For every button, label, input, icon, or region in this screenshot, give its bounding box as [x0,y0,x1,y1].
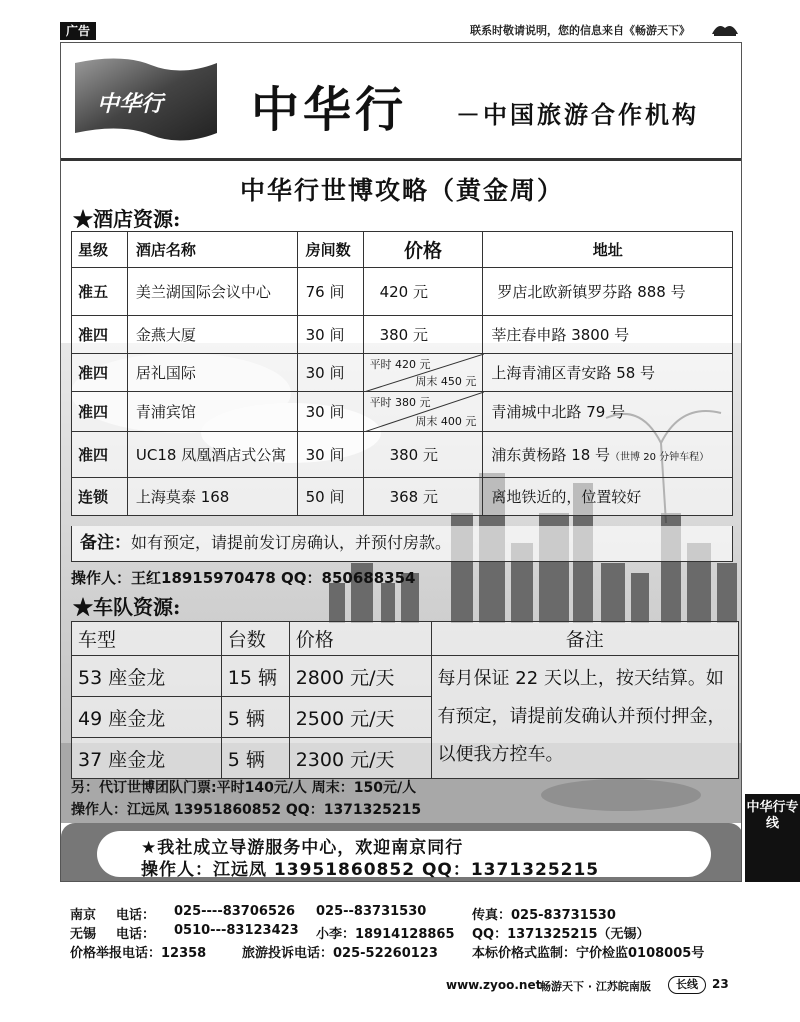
car-count: 15 辆 [221,656,289,697]
price-normal: 平时 380 元 [369,396,431,409]
header [61,43,742,161]
publication-logo-icon [710,20,740,38]
col-header-name: 酒店名称 [127,232,297,268]
car-price: 2500 元/天 [289,697,431,738]
footer [0,972,800,1002]
hotel-rooms: 76 间 [297,268,363,316]
car-count: 5 辆 [221,738,289,779]
tel-value: 025--83731530 [316,904,427,919]
ad-tag: 广告 [60,22,96,40]
table-row [72,656,739,697]
col-header-rooms: 房间数 [297,232,363,268]
ad-frame [60,42,742,882]
table-row [72,354,733,392]
hotel-level: 准四 [72,392,128,432]
hotel-section-title: ★酒店资源: [73,207,181,231]
hotel-level: 准五 [72,268,128,316]
tel-value: 0510---83123423 [174,923,299,938]
hotel-header-row [72,232,733,268]
contacts [70,904,750,961]
car-table [71,621,739,779]
ticket-note: 另：代订世博团队门票:平时140元/人 周末：150元/人 [71,780,417,796]
hotel-address: 离地铁近的，位置较好 [483,478,733,516]
hotel-address: 上海青浦区青安路 58 号 [483,354,733,392]
city-name: 南京 [70,908,97,923]
hotel-address: 罗店北欧新镇罗芬路 888 号 [483,268,733,316]
contact-row-complaints [70,942,750,961]
page-number: 23 [712,977,729,991]
main-title: 中华行世博攻略（黄金周） [239,176,564,205]
hotel-rooms: 30 间 [297,316,363,354]
route-badge: 长线 [668,976,706,994]
col-header-level: 星级 [72,232,128,268]
guide-banner-line2: 操作人：江远凤 13951860852 QQ：1371325215 [141,860,600,880]
city-name: 无锡 [70,927,97,942]
guide-banner [61,823,742,882]
col-header-price: 价格 [363,232,483,268]
col-header-count: 台数 [221,622,289,656]
price-report-tel: 价格举报电话：12358 [70,946,207,961]
col-header-type: 车型 [72,622,222,656]
flag-logo-text: 中华行 [97,92,164,117]
side-tab: 中华行专线 [745,794,800,882]
price-weekend: 周末 450 元 [415,375,477,388]
hotel-note [71,526,733,562]
publication-name: 畅游天下 · 江苏皖南版 [540,980,651,993]
col-header-price: 价格 [289,622,431,656]
table-row [72,268,733,316]
hotel-price: 368 元 [363,478,483,516]
brand-subtitle: －中国旅游合作机构 [456,101,699,129]
tel-value: 025----83706526 [174,904,296,919]
hotel-address-cell [483,432,733,478]
hotel-price: 380 元 [363,316,483,354]
table-row [72,316,733,354]
table-row [72,478,733,516]
table-row [72,432,733,478]
tel-label: 电话： [116,927,156,942]
hotel-name: 金燕大厦 [127,316,297,354]
hotel-note-text: 如有预定，请提前发订房确认，并预付房款。 [131,533,452,552]
fax-value: 传真：025-83731530 [472,908,616,923]
contact-row-wuxi [70,923,750,942]
guide-banner-line1: ★我社成立导游服务中心，欢迎南京同行 [141,838,464,858]
hotel-operator: 操作人：王红18915970478 QQ：850688354 [71,569,416,587]
complaint-tel: 旅游投诉电话：025-52260123 [242,946,438,961]
car-operator: 操作人：江远凤 13951860852 QQ：1371325215 [71,802,422,818]
hotel-level: 准四 [72,432,128,478]
hotel-rooms: 50 间 [297,478,363,516]
col-header-remark: 备注 [431,622,738,656]
car-type: 49 座金龙 [72,697,222,738]
site-url: www.zyoo.net [446,978,542,992]
price-normal: 平时 420 元 [369,358,431,371]
hotel-level: 准四 [72,316,128,354]
hotel-name: 美兰湖国际会议中心 [127,268,297,316]
xiaoli-contact: 小李：18914128865 [316,927,455,942]
tel-label: 电话： [116,908,156,923]
price-weekend: 周末 400 元 [415,415,477,428]
hotel-rooms: 30 间 [297,354,363,392]
car-type: 37 座金龙 [72,738,222,779]
table-row [72,392,733,432]
hotel-price: 420 元 [363,268,483,316]
hotel-rooms: 30 间 [297,432,363,478]
hotel-address: 青浦城中北路 79 号 [483,392,733,432]
qq-contact: QQ：1371325215（无锡） [472,927,650,942]
top-bar [0,0,800,40]
car-section-title: ★车队资源: [73,595,181,619]
hotel-table [71,231,733,516]
contact-row-nanjing [70,904,750,923]
hotel-level: 准四 [72,354,128,392]
car-header-row [72,622,739,656]
car-price: 2300 元/天 [289,738,431,779]
hotel-price-split [363,392,483,432]
hotel-address: 浦东黄杨路 18 号 [491,446,611,464]
car-price: 2800 元/天 [289,656,431,697]
car-remark: 每月保证 22 天以上，按天结算。如有预定，请提前发确认并预付押金，以便我方控车。 [431,656,738,779]
price-supervision: 本标价格式监制：宁价检监0108005号 [472,946,705,961]
hotel-address: 莘庄春申路 3800 号 [483,316,733,354]
top-notice: 联系时敬请说明，您的信息来自《畅游天下》 [470,24,690,37]
hotel-note-label: 备注： [80,533,131,553]
brand-name: 中华行 [251,82,408,138]
car-count: 5 辆 [221,697,289,738]
col-header-address: 地址 [483,232,733,268]
hotel-level: 连锁 [72,478,128,516]
hotel-name: 上海莫泰 168 [127,478,297,516]
hotel-name: 居礼国际 [127,354,297,392]
hotel-rooms: 30 间 [297,392,363,432]
hotel-name: UC18 凤凰酒店式公寓 [127,432,297,478]
car-type: 53 座金龙 [72,656,222,697]
flag-logo-icon [71,53,221,148]
hotel-price-split [363,354,483,392]
hotel-name: 青浦宾馆 [127,392,297,432]
hotel-price: 380 元 [363,432,483,478]
hotel-address-note: （世博 20 分钟车程） [610,452,710,463]
